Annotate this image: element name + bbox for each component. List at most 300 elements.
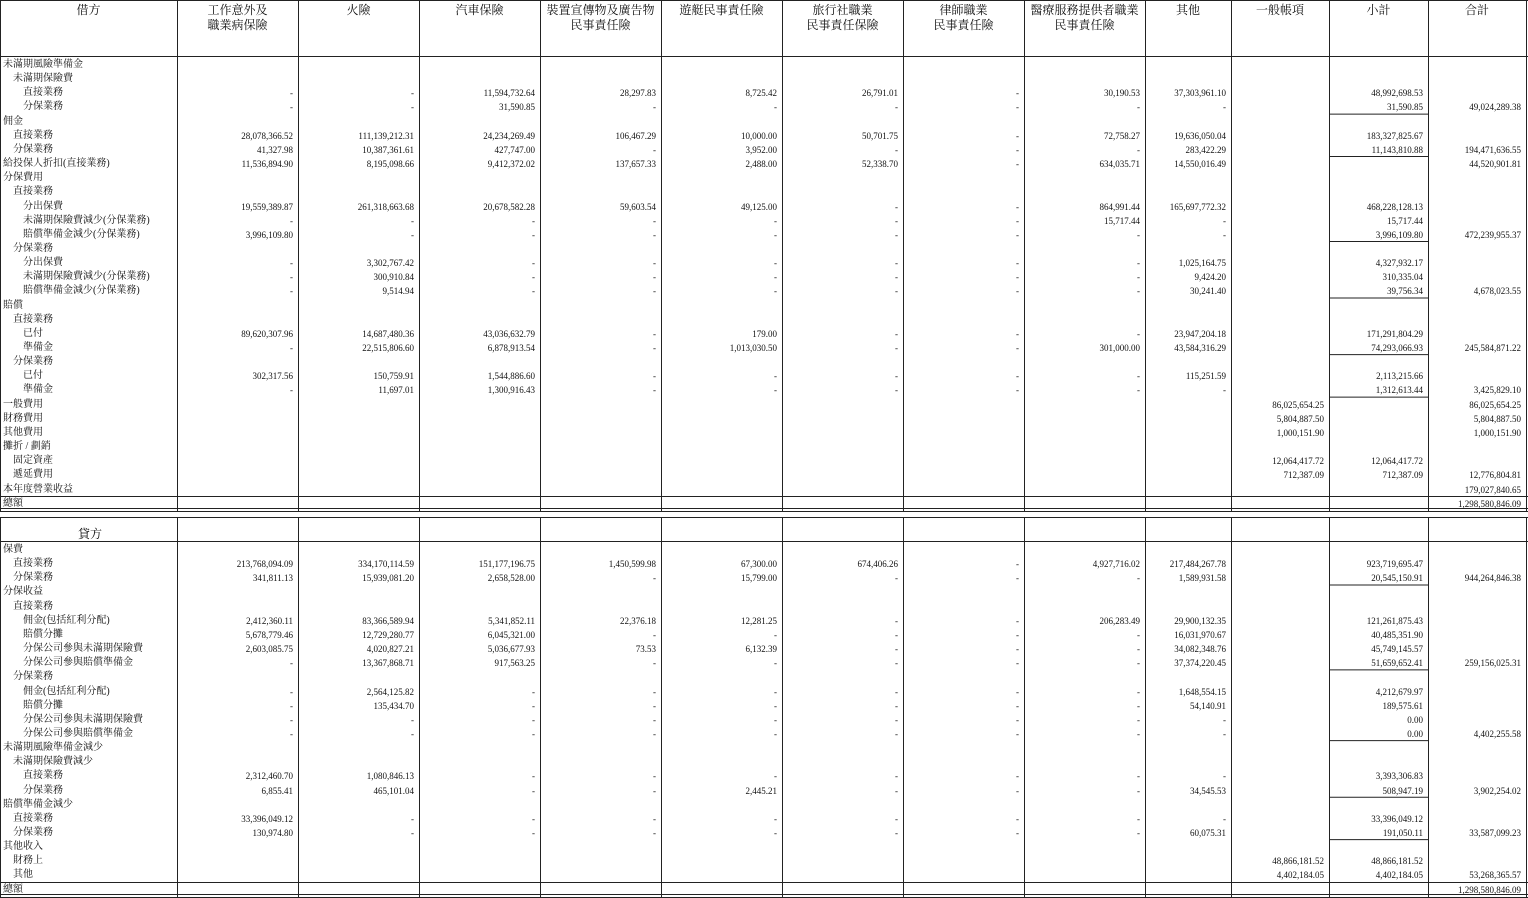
column-header-line1: 汽車保險 — [455, 3, 504, 17]
value-cell: - — [1016, 813, 1019, 824]
value-cell: - — [290, 272, 293, 283]
value-cell: - — [1016, 159, 1019, 170]
value-cell: 1,080,846.13 — [366, 771, 414, 782]
value-cell: - — [1016, 88, 1019, 99]
value-cell: 472,239,955.37 — [1464, 229, 1521, 240]
value-cell: - — [1016, 573, 1019, 584]
value-cell: - — [895, 201, 898, 212]
row-label: 佣金(包括紅利分配) — [23, 685, 110, 697]
value-cell: - — [1223, 229, 1226, 240]
value-cell: - — [290, 700, 293, 711]
value-cell: - — [1016, 258, 1019, 269]
value-cell: 183,327,825.67 — [1366, 130, 1423, 141]
row-label: 分出保費 — [23, 200, 63, 212]
value-cell: 50,701.75 — [862, 130, 898, 141]
value-cell: 213,768,094.09 — [236, 559, 293, 570]
value-cell: - — [653, 144, 656, 155]
value-cell: - — [653, 286, 656, 297]
value-cell: 1,298,580,846.09 — [1458, 884, 1521, 895]
column-header-line1: 醫療服務提供者職業 — [1030, 3, 1139, 17]
value-cell: 5,804,887.50 — [1276, 413, 1324, 424]
value-cell: 10,387,361.61 — [362, 144, 414, 155]
value-cell: - — [1016, 229, 1019, 240]
value-cell: - — [774, 385, 777, 396]
row-label: 總額 — [3, 883, 23, 895]
value-cell: 8,725.42 — [745, 88, 777, 99]
value-cell: 106,467.29 — [615, 130, 656, 141]
value-cell: - — [1137, 286, 1140, 297]
column-header — [1145, 3, 1231, 18]
row-label: 直接業務 — [13, 812, 53, 824]
row-label: 遞延費用 — [13, 469, 53, 481]
value-cell: 283,422.29 — [1185, 144, 1226, 155]
value-cell: 29,900,132.35 — [1174, 615, 1226, 626]
value-cell: - — [1016, 328, 1019, 339]
value-cell: 4,402,184.05 — [1375, 870, 1423, 881]
value-cell: - — [1137, 258, 1140, 269]
value-cell: 4,402,184.05 — [1276, 870, 1324, 881]
value-cell: 60,075.31 — [1190, 828, 1226, 838]
value-cell: 6,045,321.00 — [487, 629, 535, 640]
value-cell: 20,678,582.28 — [483, 201, 535, 212]
row-label: 直接業務 — [23, 87, 63, 99]
value-cell: 89,620,307.96 — [241, 328, 293, 339]
value-cell: - — [653, 686, 656, 697]
value-cell: - — [1016, 371, 1019, 382]
value-cell: 3,952.00 — [745, 144, 777, 155]
value-cell: 245,584,871.22 — [1464, 343, 1521, 353]
value-cell: - — [532, 700, 535, 711]
value-cell: 2,113,215.66 — [1376, 371, 1423, 382]
value-cell: - — [1016, 286, 1019, 297]
value-cell: - — [774, 258, 777, 269]
value-cell: - — [290, 714, 293, 725]
value-cell: - — [774, 371, 777, 382]
value-cell: 26,791.01 — [862, 88, 898, 99]
value-cell: - — [895, 573, 898, 584]
value-cell: 33,396,049.12 — [241, 813, 293, 824]
value-cell: - — [774, 728, 777, 739]
value-cell: 28,078,366.52 — [241, 130, 293, 141]
column-header — [419, 3, 540, 18]
row-label: 分保業務 — [23, 101, 63, 113]
value-cell: 302,317.56 — [252, 371, 293, 382]
row-label: 準備金 — [23, 384, 53, 396]
value-cell: 2,564,125.82 — [366, 686, 414, 697]
column-header — [1428, 3, 1526, 18]
value-cell: - — [1016, 714, 1019, 725]
value-cell: 674,406.26 — [857, 559, 898, 570]
value-cell: - — [774, 629, 777, 640]
value-cell: - — [532, 258, 535, 269]
value-cell: 53,268,365.57 — [1469, 870, 1521, 881]
value-cell: 34,082,348.76 — [1174, 644, 1226, 655]
value-cell: 194,471,636.55 — [1464, 144, 1521, 155]
value-cell: - — [1016, 130, 1019, 141]
value-cell: 15,939,081.20 — [362, 573, 414, 584]
value-cell: 0.00 — [1407, 714, 1423, 725]
column-header-line2: 職業病保險 — [207, 18, 268, 32]
value-cell: 49,024,289.38 — [1469, 102, 1521, 113]
value-cell: - — [290, 658, 293, 669]
row-label: 分保業務 — [13, 671, 53, 683]
value-cell: - — [895, 714, 898, 725]
row-label: 分保公司參與賠償準備金 — [23, 657, 133, 669]
value-cell: - — [411, 215, 414, 226]
value-cell: - — [895, 771, 898, 782]
value-cell: - — [653, 828, 656, 838]
value-cell: - — [653, 328, 656, 339]
value-cell: 4,678,023.55 — [1473, 286, 1521, 297]
column-header-line1: 工作意外及 — [207, 3, 268, 17]
value-cell: 11,536,894.90 — [241, 159, 293, 170]
value-cell: 712,387.09 — [1283, 470, 1324, 481]
column-header-line1: 律師職業 — [939, 3, 988, 17]
value-cell: 9,412,372.02 — [487, 159, 535, 170]
value-cell: 30,190.53 — [1104, 88, 1140, 99]
value-cell: - — [1016, 658, 1019, 669]
value-cell: - — [1016, 385, 1019, 396]
value-cell: - — [653, 771, 656, 782]
value-cell: 12,064,417.72 — [1272, 456, 1324, 467]
value-cell: 300,910.84 — [373, 272, 414, 283]
column-header-line1: 其他 — [1175, 3, 1200, 17]
row-label: 準備金 — [23, 342, 53, 353]
column-header-line1: 遊艇民事責任險 — [679, 3, 764, 17]
value-cell: - — [895, 615, 898, 626]
row-label: 直接業務 — [13, 129, 53, 141]
value-cell: - — [1137, 629, 1140, 640]
column-header — [661, 3, 782, 18]
value-cell: 121,261,875.43 — [1366, 615, 1423, 626]
column-header-line1: 一般帳項 — [1255, 3, 1304, 17]
value-cell: 2,445.21 — [745, 785, 777, 796]
value-cell: 427,747.00 — [494, 144, 535, 155]
value-cell: - — [774, 272, 777, 283]
value-cell: - — [895, 385, 898, 396]
value-cell: 48,866,181.52 — [1371, 856, 1423, 867]
value-cell: - — [411, 728, 414, 739]
value-cell: - — [1016, 144, 1019, 155]
value-cell: - — [1223, 385, 1226, 396]
value-cell: - — [1016, 828, 1019, 838]
value-cell: 4,020,827.21 — [366, 644, 414, 655]
value-cell: - — [411, 828, 414, 838]
value-cell: - — [895, 700, 898, 711]
value-cell: 171,291,804.29 — [1366, 328, 1423, 339]
value-cell: 15,717.44 — [1104, 215, 1140, 226]
value-cell: - — [895, 629, 898, 640]
row-label: 分保費用 — [3, 172, 43, 184]
value-cell: 2,488.00 — [745, 159, 777, 170]
column-header — [903, 3, 1024, 33]
value-cell: - — [774, 700, 777, 711]
value-cell: 5,678,779.46 — [245, 629, 293, 640]
value-cell: 310,335.04 — [1382, 272, 1423, 283]
value-cell: 24,234,269.49 — [483, 130, 535, 141]
value-cell: 74,293,066.93 — [1371, 343, 1423, 353]
value-cell: - — [774, 714, 777, 725]
value-cell: - — [1137, 771, 1140, 782]
value-cell: - — [1016, 201, 1019, 212]
value-cell: - — [774, 102, 777, 113]
column-header — [782, 3, 903, 33]
value-cell: 189,575.61 — [1382, 700, 1423, 711]
value-cell: 923,719,695.47 — [1366, 559, 1423, 570]
column-header — [1329, 3, 1428, 18]
row-label: 保費 — [3, 544, 23, 555]
value-cell: - — [1016, 700, 1019, 711]
value-cell: 6,132.39 — [745, 644, 777, 655]
value-cell: 54,140.91 — [1190, 700, 1226, 711]
value-cell: 43,584,316.29 — [1174, 343, 1226, 353]
row-label: 分保業務 — [13, 356, 53, 368]
value-cell: - — [290, 286, 293, 297]
row-label: 分保公司參與賠償準備金 — [23, 727, 133, 739]
row-label: 未滿期保險費減少 — [13, 756, 93, 768]
column-header-line2: 民事責任險 — [1054, 18, 1115, 32]
value-cell: 48,992,698.53 — [1371, 88, 1423, 99]
value-cell: 41,327.98 — [257, 144, 293, 155]
row-label: 分保業務 — [13, 572, 53, 584]
row-label: 總額 — [3, 497, 23, 509]
value-cell: - — [532, 728, 535, 739]
value-cell: 34,545.53 — [1190, 785, 1226, 796]
value-cell: - — [290, 343, 293, 353]
column-header-line1: 合計 — [1464, 3, 1489, 17]
value-cell: - — [1137, 644, 1140, 655]
value-cell: - — [774, 215, 777, 226]
row-label: 直接業務 — [23, 770, 63, 782]
value-cell: - — [895, 785, 898, 796]
value-cell: 4,327,932.17 — [1375, 258, 1423, 269]
value-cell: - — [895, 258, 898, 269]
value-cell: 11,594,732.64 — [483, 88, 535, 99]
row-label: 已付 — [23, 370, 43, 382]
value-cell: 44,520,901.81 — [1469, 159, 1521, 170]
value-cell: 86,025,654.25 — [1272, 399, 1324, 410]
row-label: 直接業務 — [13, 186, 53, 198]
row-label: 給投保人折扣(直接業務) — [3, 158, 110, 170]
value-cell: - — [774, 813, 777, 824]
value-cell: - — [1016, 615, 1019, 626]
value-cell: - — [1223, 728, 1226, 739]
value-cell: - — [532, 286, 535, 297]
value-cell: - — [1016, 629, 1019, 640]
value-cell: 2,658,528.00 — [487, 573, 535, 584]
value-cell: 206,283.49 — [1099, 615, 1140, 626]
value-cell: 12,776,804.81 — [1469, 470, 1521, 481]
row-label: 賠償準備金減少(分保業務) — [23, 228, 140, 240]
row-label: 分保收益 — [3, 586, 43, 598]
value-cell: 43,036,632.79 — [483, 328, 535, 339]
row-label: 分保公司參與未滿期保險費 — [23, 713, 143, 725]
value-cell: - — [1016, 728, 1019, 739]
debit-title: 借方 — [76, 3, 101, 17]
value-cell: - — [653, 813, 656, 824]
row-label: 賠償 — [3, 299, 23, 311]
value-cell: - — [290, 215, 293, 226]
value-cell: - — [1137, 573, 1140, 584]
row-label: 攤折 / 劃銷 — [3, 441, 51, 453]
value-cell: - — [1016, 686, 1019, 697]
value-cell: 712,387.09 — [1382, 470, 1423, 481]
value-cell: 135,434.70 — [373, 700, 414, 711]
value-cell: - — [1016, 785, 1019, 796]
value-cell: 465,101.04 — [373, 785, 414, 796]
value-cell: 1,544,886.60 — [487, 371, 535, 382]
row-label: 分保業務 — [13, 143, 53, 155]
value-cell: - — [1016, 215, 1019, 226]
value-cell: 49,125.00 — [741, 201, 777, 212]
value-cell: 191,050.11 — [1382, 828, 1423, 838]
row-label: 分保業務 — [13, 242, 53, 254]
value-cell: 12,281.25 — [741, 615, 777, 626]
value-cell: - — [1223, 215, 1226, 226]
value-cell: - — [653, 728, 656, 739]
value-cell: - — [1137, 371, 1140, 382]
value-cell: 150,759.91 — [373, 371, 414, 382]
column-header — [1231, 3, 1329, 18]
column-header — [177, 3, 298, 33]
value-cell: - — [532, 771, 535, 782]
value-cell: 51,659,652.41 — [1371, 658, 1423, 669]
value-cell: - — [1137, 785, 1140, 796]
value-cell: - — [774, 229, 777, 240]
value-cell: - — [532, 828, 535, 838]
value-cell: 14,550,016.49 — [1174, 159, 1226, 170]
value-cell: 2,603,085.75 — [245, 644, 293, 655]
value-cell: - — [774, 686, 777, 697]
row-label: 分保業務 — [23, 784, 63, 796]
value-cell: - — [1223, 102, 1226, 113]
value-cell: - — [653, 215, 656, 226]
value-cell: 917,563.25 — [494, 658, 535, 669]
value-cell: - — [1223, 771, 1226, 782]
value-cell: - — [653, 102, 656, 113]
row-label: 賠償分攤 — [23, 699, 63, 711]
value-cell: - — [653, 371, 656, 382]
value-cell: 634,035.71 — [1099, 159, 1140, 170]
value-cell: - — [290, 686, 293, 697]
row-label: 其他費用 — [3, 426, 43, 438]
row-label: 分保業務 — [13, 827, 53, 838]
value-cell: 3,996,109.80 — [1375, 229, 1423, 240]
row-label: 其他 — [13, 869, 33, 881]
value-cell: 3,302,767.42 — [366, 258, 414, 269]
value-cell: 2,312,460.70 — [245, 771, 293, 782]
value-cell: - — [1223, 714, 1226, 725]
value-cell: - — [1137, 686, 1140, 697]
value-cell: - — [653, 385, 656, 396]
row-label: 分保公司參與未滿期保險費 — [23, 643, 143, 655]
row-label: 其他收入 — [3, 841, 43, 853]
column-header-line1: 裝置宣傳物及廣告物 — [546, 3, 655, 17]
value-cell: - — [1137, 700, 1140, 711]
value-cell: - — [774, 286, 777, 297]
value-cell: - — [895, 644, 898, 655]
row-label: 佣金(包括紅利分配) — [23, 614, 110, 626]
value-cell: - — [1137, 385, 1140, 396]
value-cell: - — [1137, 328, 1140, 339]
value-cell: - — [411, 714, 414, 725]
value-cell: 1,000,151.90 — [1276, 427, 1324, 438]
row-label: 分出保費 — [23, 257, 63, 269]
value-cell: 3,996,109.80 — [245, 229, 293, 240]
value-cell: - — [895, 813, 898, 824]
value-cell: 1,300,916.43 — [487, 385, 535, 396]
value-cell: 3,393,306.83 — [1375, 771, 1423, 782]
value-cell: 19,559,389.87 — [241, 201, 293, 212]
value-cell: 1,648,554.15 — [1178, 686, 1226, 697]
value-cell: - — [653, 700, 656, 711]
value-cell: 137,657.33 — [615, 159, 656, 170]
value-cell: 5,036,677.93 — [487, 644, 535, 655]
value-cell: 1,589,931.58 — [1178, 573, 1226, 584]
value-cell: - — [290, 728, 293, 739]
row-label: 財務費用 — [3, 412, 43, 424]
value-cell: - — [1016, 771, 1019, 782]
value-cell: - — [653, 258, 656, 269]
value-cell: - — [895, 272, 898, 283]
value-cell: 12,064,417.72 — [1371, 456, 1423, 467]
value-cell: 334,170,114.59 — [358, 559, 414, 570]
value-cell: 86,025,654.25 — [1469, 399, 1521, 410]
value-cell: 259,156,025.31 — [1464, 658, 1521, 669]
value-cell: 508,947.19 — [1382, 785, 1423, 796]
value-cell: 28,297.83 — [620, 88, 656, 99]
value-cell: 31,590.85 — [499, 102, 535, 113]
value-cell: - — [532, 229, 535, 240]
value-cell: 12,729,280.77 — [362, 629, 414, 640]
row-label: 未滿期風險準備金 — [3, 59, 83, 70]
value-cell: - — [411, 229, 414, 240]
value-cell: 151,177,196.75 — [478, 559, 535, 570]
value-cell: 37,303,961.10 — [1174, 88, 1226, 99]
value-cell: 37,374,220.45 — [1174, 658, 1226, 669]
value-cell: - — [653, 272, 656, 283]
value-cell: - — [774, 658, 777, 669]
value-cell: - — [895, 371, 898, 382]
value-cell: 1,450,599.98 — [608, 559, 656, 570]
value-cell: 1,312,613.44 — [1375, 385, 1423, 396]
value-cell: 261,318,663.68 — [357, 201, 414, 212]
value-cell: 59,603.54 — [620, 201, 656, 212]
value-cell: 864,991.44 — [1099, 201, 1140, 212]
value-cell: 1,298,580,846.09 — [1458, 498, 1521, 509]
value-cell: 11,697.01 — [378, 385, 414, 396]
value-cell: 130,974.80 — [252, 828, 293, 838]
value-cell: - — [1137, 229, 1140, 240]
value-cell: 3,425,829.10 — [1473, 385, 1521, 396]
row-label: 未滿期風險準備金減少 — [3, 742, 103, 754]
value-cell: 6,878,913.54 — [487, 343, 535, 353]
column-header-line1: 旅行社職業 — [812, 3, 873, 17]
value-cell: 115,251.59 — [1185, 371, 1226, 382]
value-cell: - — [1137, 272, 1140, 283]
value-cell: 179,027,840.65 — [1464, 484, 1521, 495]
value-cell: - — [532, 272, 535, 283]
value-cell: 1,013,030.50 — [729, 343, 777, 353]
row-label: 一般費用 — [3, 398, 43, 410]
value-cell: - — [895, 658, 898, 669]
value-cell: - — [1223, 813, 1226, 824]
value-cell: 72,758.27 — [1104, 130, 1140, 141]
value-cell: 39,756.34 — [1387, 286, 1423, 297]
value-cell: - — [895, 286, 898, 297]
row-label: 未滿期保險費減少(分保業務) — [23, 271, 150, 283]
value-cell: 301,000.00 — [1099, 343, 1140, 353]
